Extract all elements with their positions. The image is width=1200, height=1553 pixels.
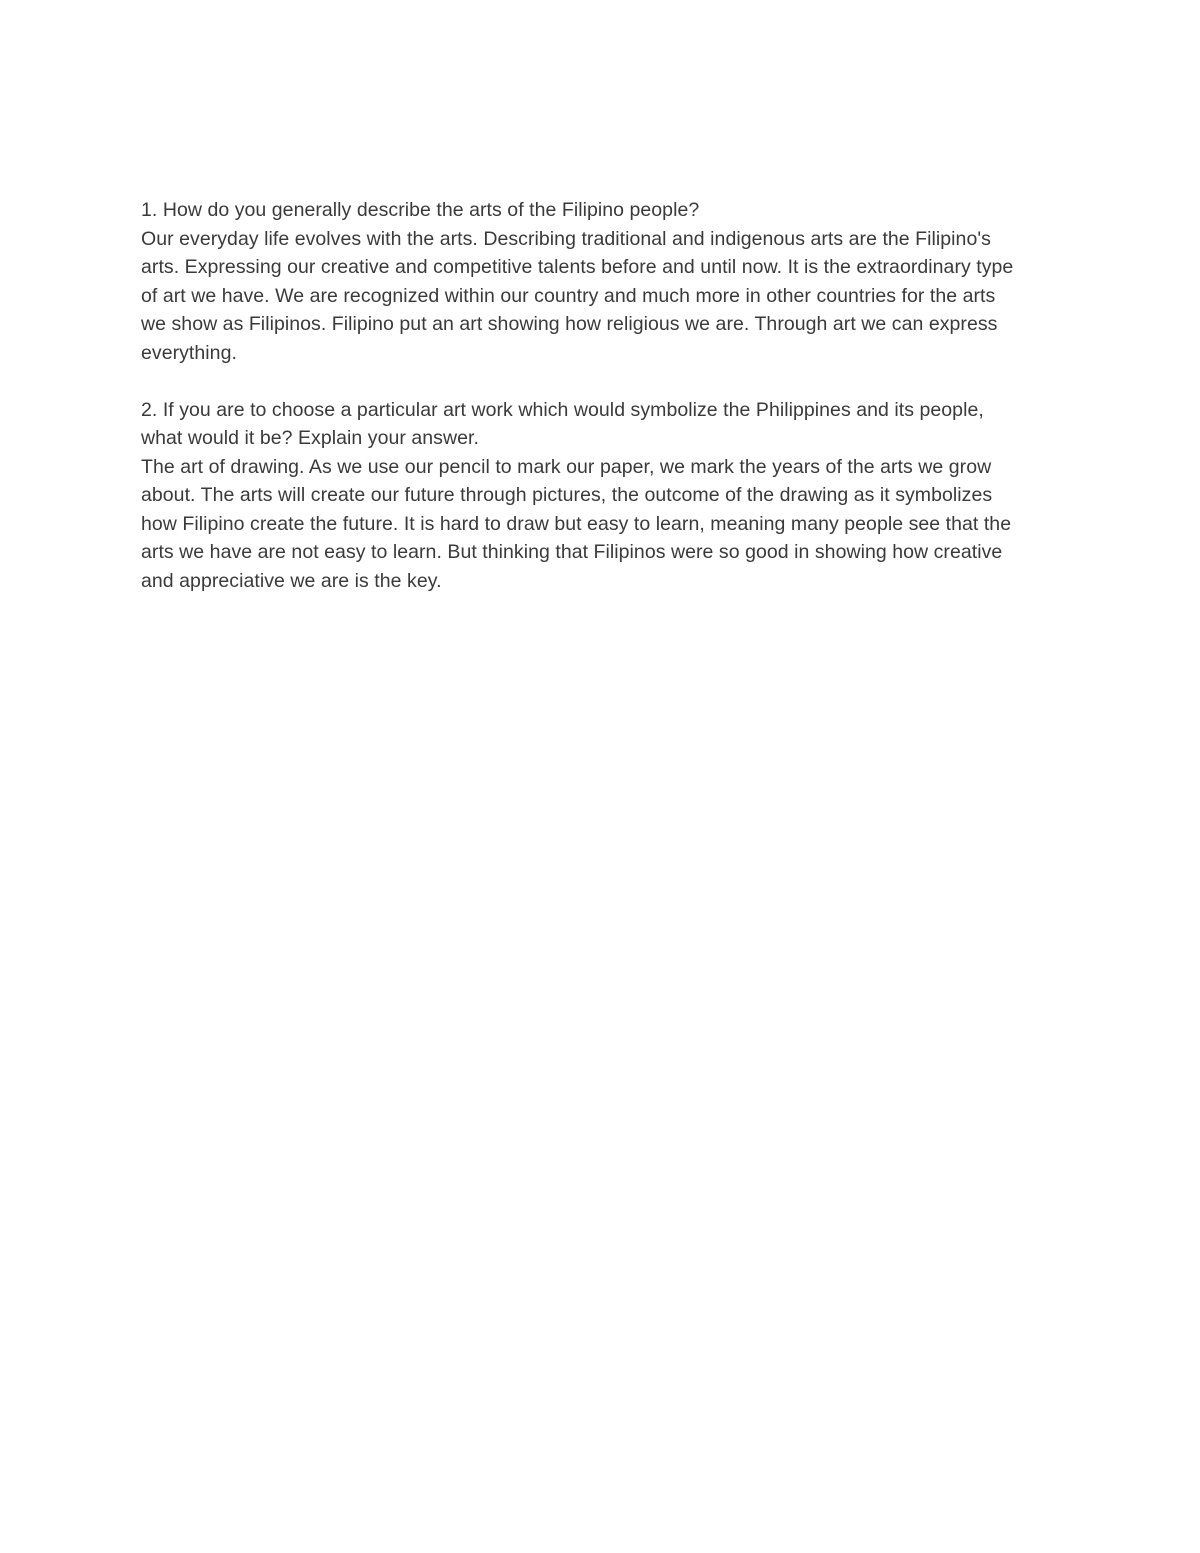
answer-1-line-5: everything. <box>141 341 237 364</box>
question-1-text: 1. How do you generally describe the arts of the Filipino people? <box>141 199 700 221</box>
answer-2-line-5: and appreciative we are is the key. <box>141 569 442 592</box>
answer-2-line-4: arts we have are not easy to learn. But thinking that Filipinos were so good in showing how creative <box>141 541 1003 563</box>
answer-2-line-1: The art of drawing. As we use our pencil to mark our paper, we mark the years of the arts we grow <box>141 455 992 478</box>
document-body <box>141 196 1066 595</box>
answer-2-line-2: about. The arts will create our future through pictures, the outcome of the drawing as it symbolizes <box>141 484 993 506</box>
question-2-line-1: 2. If you are to choose a particular art work which would symbolize the Philippines and its people, <box>141 398 984 421</box>
question-2-line-2: what would it be? Explain your answer. <box>141 427 479 449</box>
answer-1-line-1: Our everyday life evolves with the arts. Describing traditional and indigenous arts are the Filipino's <box>141 227 991 250</box>
question-2-section <box>141 396 1066 596</box>
question-1-section <box>141 196 1066 367</box>
answer-1-line-2: arts. Expressing our creative and competitive talents before and until now. It is the extraordinary type <box>141 256 1014 278</box>
answer-1-line-4: we show as Filipinos. Filipino put an art showing how religious we are. Through art we can express <box>141 313 998 335</box>
answer-2-line-3: how Filipino create the future. It is hard to draw but easy to learn, meaning many people see that the <box>141 512 1012 535</box>
answer-1-line-3: of art we have. We are recognized within our country and much more in other countries for the arts <box>141 284 996 307</box>
